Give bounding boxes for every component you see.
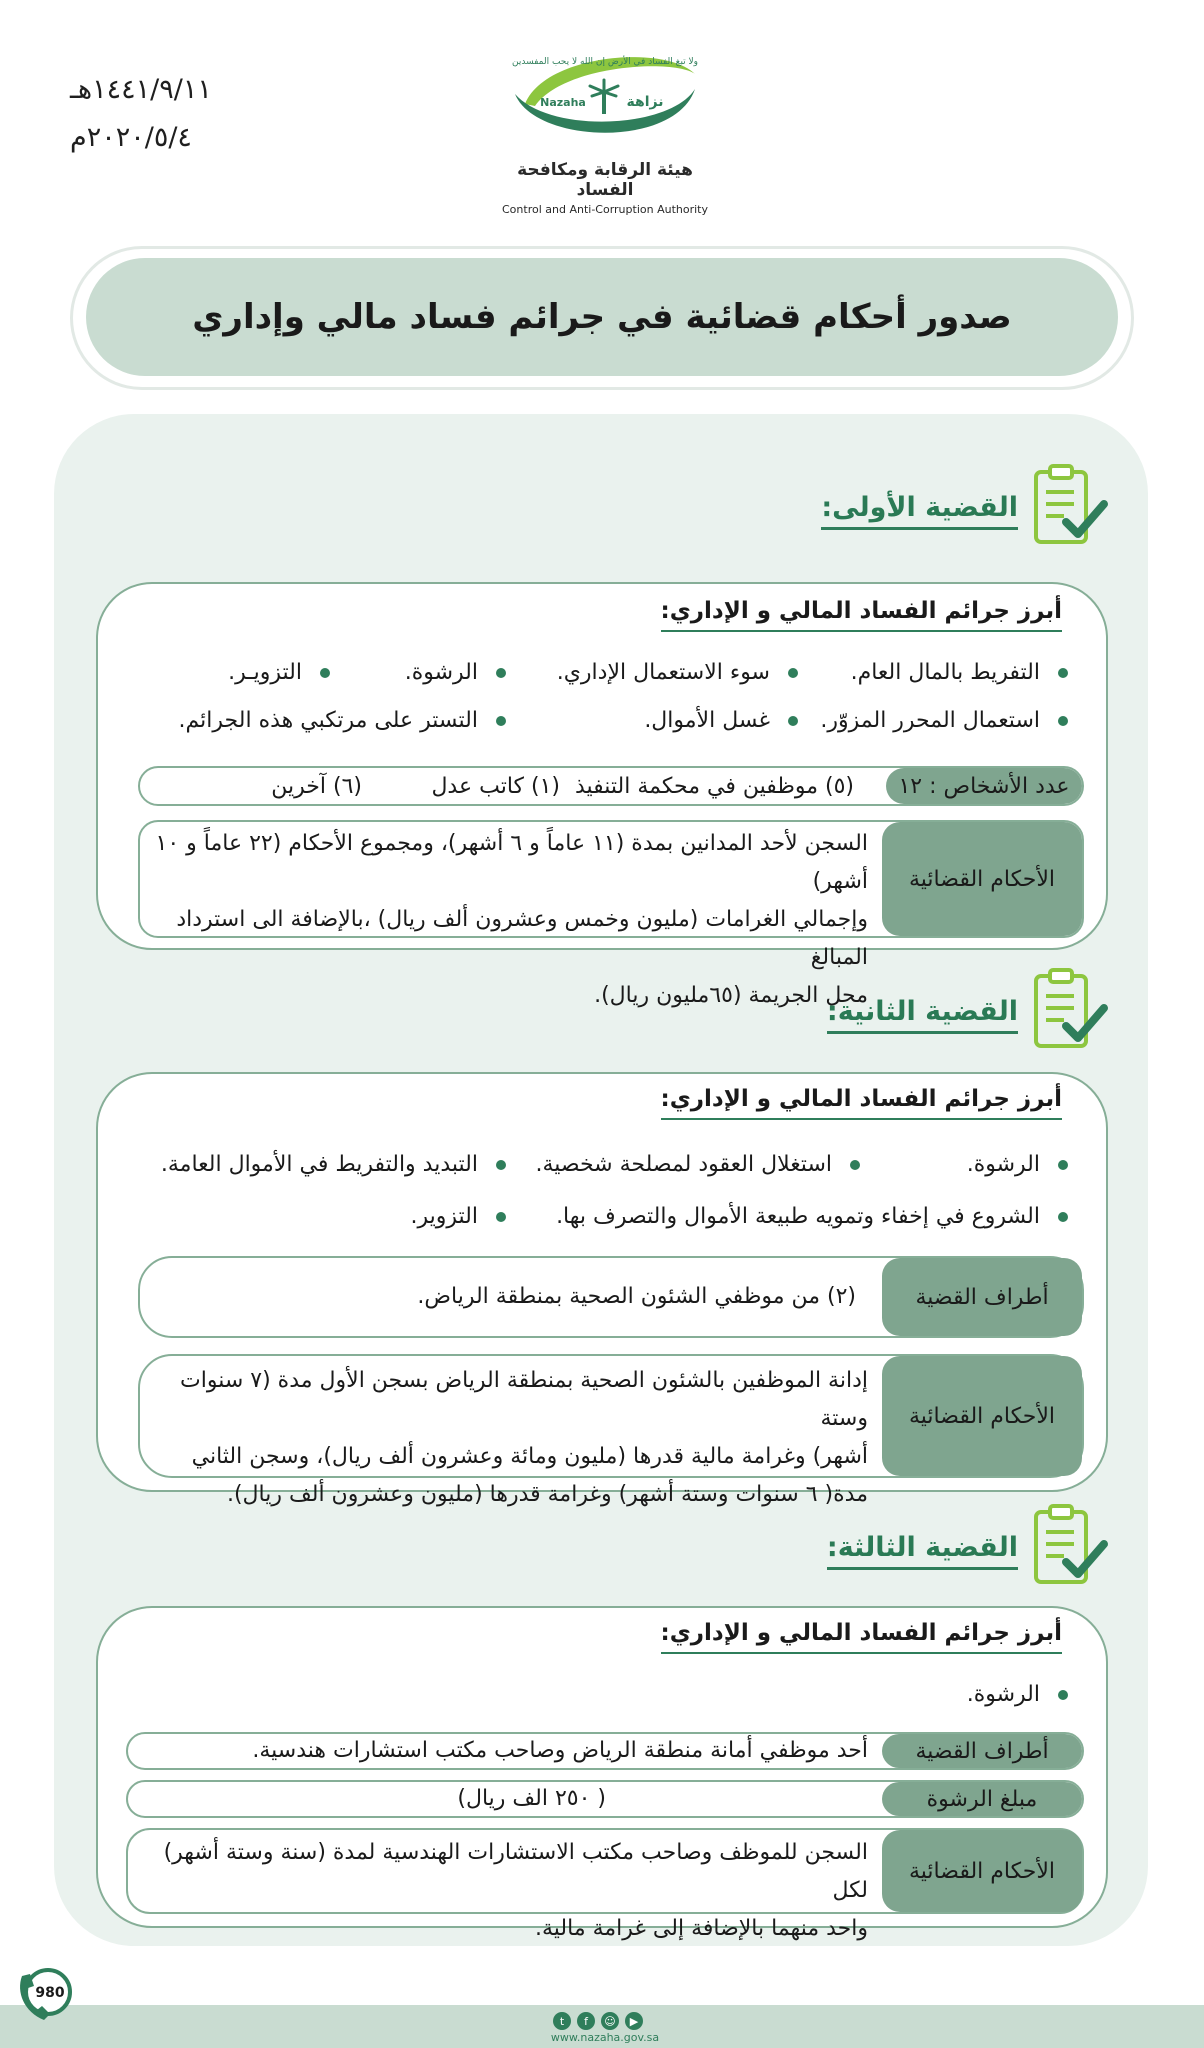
snapchat-icon[interactable]: ☺: [601, 2012, 619, 2030]
youtube-icon[interactable]: ▶: [625, 2012, 643, 2030]
case-2-heading: [827, 996, 1018, 1034]
case-2-parties-label: أطراف القضية: [882, 1258, 1082, 1336]
case-1-person: (١) كاتب عدل: [431, 774, 560, 799]
page-title: صدور أحكام قضائية في جرائم فساد مالي وإداري: [192, 297, 1012, 337]
case-1-crime: سوء الاستعمال الإداري.: [557, 660, 798, 685]
case-2-crime: الرشوة.: [967, 1152, 1068, 1177]
authority-name-ar: هيئة الرقابة ومكافحة الفساد: [517, 160, 693, 200]
hotline-number: 980: [35, 1985, 65, 2001]
case-3-crime: الرشوة.: [967, 1682, 1068, 1707]
case-1-persons-row: [138, 766, 1084, 806]
facebook-icon[interactable]: f: [577, 2012, 595, 2030]
case-3-bribe-text: ( ٢٥٠ الف ريال): [457, 1786, 606, 1811]
case-1-person: (٥) موظفين في محكمة التنفيذ: [574, 774, 854, 799]
case-2-verdict-row: [138, 1354, 1084, 1507]
case-3-bribe-label: مبلغ الرشوة: [882, 1782, 1082, 1816]
case-2-crime: الشروع في إخفاء وتمويه طبيعة الأموال والتصرف بها.: [556, 1204, 1068, 1229]
case-1-crime: الرشوة.: [405, 660, 506, 685]
case-3-parties-text: أحد موظفي أمانة منطقة الرياض وصاحب مكتب استشارات هندسية.: [252, 1738, 868, 1763]
case-2-verdict-text: إدانة الموظفين بالشئون الصحية بمنطقة الرياض بسجن الأول مدة (٧ سنوات وستة أشهر) وغرامة مالية قدرها (مليون ومائة وعشرون ألف ريال)، وسجن الثاني مدة( ٦ سنوات وستة أشهر) وغرامة قدرها (مليون وعشرون ألف ريال).: [180, 1368, 868, 1507]
clipboard-check-icon: [1030, 462, 1110, 552]
case-2-parties-text: (٢) من موظفي الشئون الصحية بمنطقة الرياض.: [417, 1284, 856, 1309]
title-banner: [86, 258, 1118, 376]
clipboard-check-icon: [1030, 966, 1110, 1056]
case-3-crimes-title: أبرز جرائم الفساد المالي و الإداري:: [661, 1620, 1062, 1654]
case-1-person: (٦) آخرين: [271, 774, 362, 799]
case-1-crimes-title: أبرز جرائم الفساد المالي و الإداري:: [661, 598, 1062, 632]
case-2-title: القضية الثانية:: [827, 996, 1018, 1034]
case-1-persons-label: عدد الأشخاص : ١٢: [886, 768, 1082, 804]
case-3-verdict-row: [126, 1828, 1084, 1941]
palm-icon: [590, 80, 618, 114]
case-3-parties-label: أطراف القضية: [882, 1734, 1082, 1768]
date-hijri: ١٤٤١/٩/١١هـ: [70, 74, 212, 105]
case-1-card: [96, 582, 1108, 1008]
authority-name-en: Control and Anti-Corruption Authority: [502, 203, 708, 216]
case-2-card: [96, 1072, 1108, 1507]
twitter-icon[interactable]: t: [553, 2012, 571, 2030]
case-1-crime: التفريط بالمال العام.: [851, 660, 1068, 685]
case-3-card: [96, 1606, 1108, 1941]
logo-name-en: Nazaha: [540, 96, 586, 109]
logo-arc-text: ولا تبغ الفساد في الأرض إن الله لا يحب المفسدين: [511, 57, 699, 67]
case-1-crime: استعمال المحرر المزوّر.: [820, 708, 1068, 733]
logo-name-ar: نزاهة: [626, 94, 664, 110]
case-3-verdict-label: الأحكام القضائية: [882, 1830, 1082, 1912]
social-links: [553, 2012, 643, 2030]
hotline-phone-icon[interactable]: [14, 1962, 78, 2026]
case-3-title: القضية الثالثة:: [827, 1532, 1018, 1570]
case-1-verdict-label: الأحكام القضائية: [882, 822, 1082, 936]
clipboard-check-icon: [1030, 1502, 1110, 1592]
case-2-verdict-label: الأحكام القضائية: [882, 1356, 1082, 1476]
nazaha-logo: [490, 34, 720, 214]
case-1-title: القضية الأولى:: [821, 492, 1018, 530]
case-3-verdict-text: السجن للموظف وصاحب مكتب الاستشارات الهندسية لمدة (سنة وستة أشهر) لكل واحد منهما بالإضافة إلى غرامة مالية.: [163, 1840, 868, 1941]
case-2-crime: استغلال العقود لمصلحة شخصية.: [535, 1152, 860, 1177]
date-gregorian: ٢٠٢٠/٥/٤م: [70, 122, 192, 153]
case-1-verdict-row: [138, 820, 1084, 1008]
case-1-heading: [821, 492, 1018, 530]
case-1-crime: التستر على مرتكبي هذه الجرائم.: [179, 708, 506, 733]
nazaha-emblem-icon: [505, 34, 705, 154]
case-3-heading: [827, 1532, 1018, 1570]
dates: [70, 66, 230, 162]
case-2-crime: التبديد والتفريط في الأموال العامة.: [161, 1152, 506, 1177]
case-3-parties-row: [126, 1732, 1084, 1770]
case-1-crime: التزويـر.: [228, 660, 330, 685]
case-2-crime: التزوير.: [411, 1204, 506, 1229]
website-link[interactable]: www.nazaha.gov.sa: [550, 2031, 660, 2044]
case-2-crimes-title: أبرز جرائم الفساد المالي و الإداري:: [661, 1086, 1062, 1120]
case-1-crime: غسل الأموال.: [644, 708, 798, 733]
case-3-bribe-row: [126, 1780, 1084, 1818]
case-1-verdict-text: السجن لأحد المدانين بمدة (١١ عاماً و ٦ أشهر)، ومجموع الأحكام (٢٢ عاماً و ١٠ أشهر) وإجمالي الغرامات (مليون وخمس وعشرون ألف ريال) ،بالإضافة الى استرداد المبالغ محل الجريمة (٦٥مليون ريال).: [155, 831, 868, 1008]
case-2-parties-row: [138, 1256, 1084, 1338]
